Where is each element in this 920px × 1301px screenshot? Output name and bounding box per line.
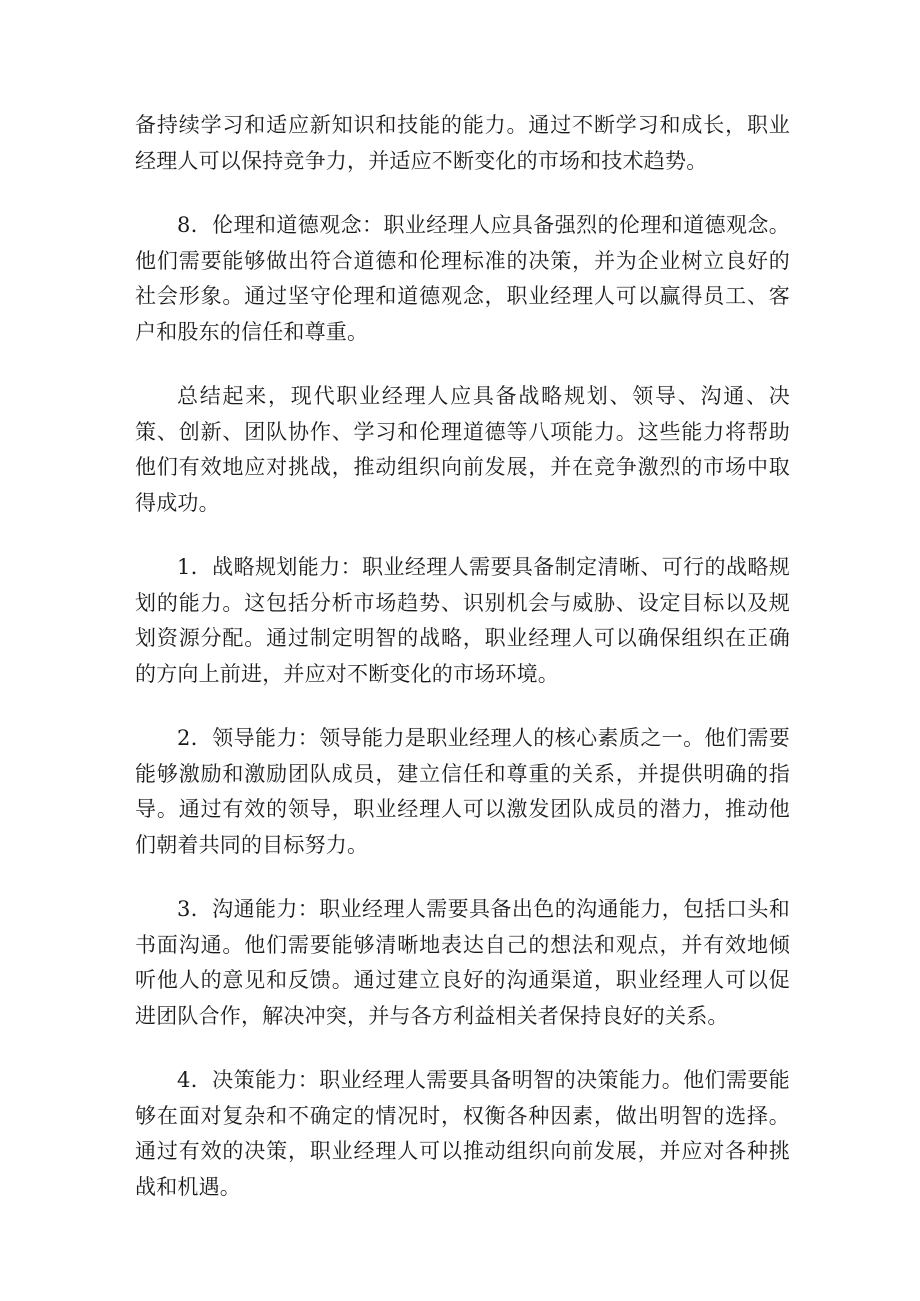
paragraph-communication: 3．沟通能力：职业经理人需要具备出色的沟通能力，包括口头和书面沟通。他们需要能够清晰地表达自己的想法和观点，并有效地倾听他人的意见和反馈。通过建立良好的沟通渠道，职业经理人可以促进团队合作，解决冲突，并与各方利益相关者保持良好的关系。 xyxy=(135,897,790,1028)
paragraph-continued-learning: 备持续学习和适应新知识和技能的能力。通过不断学习和成长，职业经理人可以保持竞争力，并适应不断变化的市场和技术趋势。 xyxy=(135,113,790,173)
document-body xyxy=(135,108,790,1234)
paragraph-strategic-planning: 1．战略规划能力：职业经理人需要具备制定清晰、可行的战略规划的能力。这包括分析市场趋势、识别机会与威胁、设定目标以及规划资源分配。通过制定明智的战略，职业经理人可以确保组织在正确的方向上前进，并应对不断变化的市场环境。 xyxy=(135,555,790,686)
paragraph-summary: 总结起来，现代职业经理人应具备战略规划、领导、沟通、决策、创新、团队协作、学习和伦理道德等八项能力。这些能力将帮助他们有效地应对挑战，推动组织向前发展，并在竞争激烈的市场中取得成功。 xyxy=(135,384,790,515)
paragraph-decision-making: 4．决策能力：职业经理人需要具备明智的决策能力。他们需要能够在面对复杂和不确定的情况时，权衡各种因素，做出明智的选择。通过有效的决策，职业经理人可以推动组织向前发展，并应对各种挑战和机遇。 xyxy=(135,1068,790,1199)
paragraph-ethics: 8．伦理和道德观念：职业经理人应具备强烈的伦理和道德观念。他们需要能够做出符合道德和伦理标准的决策，并为企业树立良好的社会形象。通过坚守伦理和道德观念，职业经理人可以赢得员工、客户和股东的信任和尊重。 xyxy=(135,213,790,344)
paragraph-leadership: 2．领导能力：领导能力是职业经理人的核心素质之一。他们需要能够激励和激励团队成员，建立信任和尊重的关系，并提供明确的指导。通过有效的领导，职业经理人可以激发团队成员的潜力，推动他们朝着共同的目标努力。 xyxy=(135,726,790,857)
